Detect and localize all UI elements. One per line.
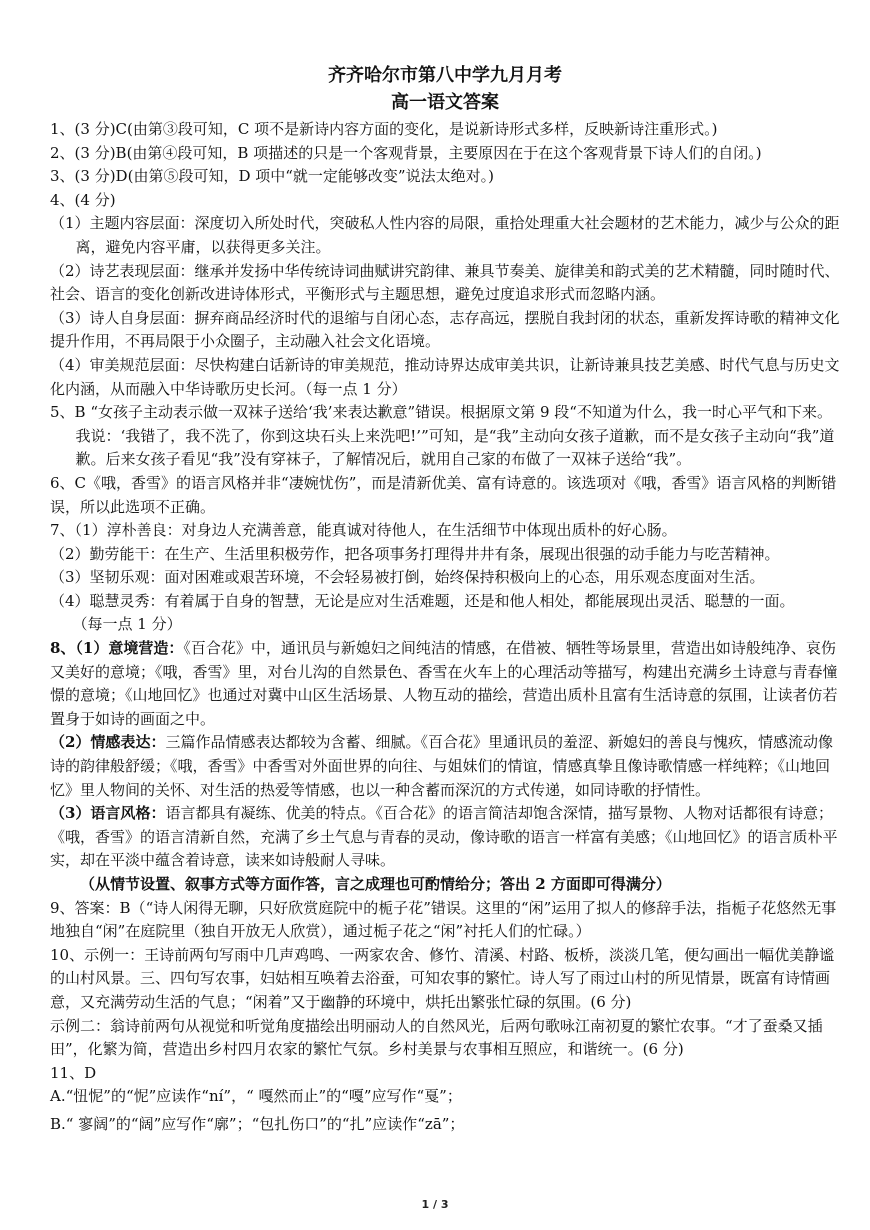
- answer-q8-point-1-heading: 8、（1）意境营造：: [50, 639, 184, 658]
- answer-q5: 5、B “女孩子主动表示做一双袜子送给‘我’来表达歉意”错误。根据原文第 9 段“不知道为什么，我一时心平气和下来。我说：‘我错了，我不洗了，你到这块石头上来洗吧!’”可知，是“我”主动向女孩子道歉，而不是女孩子主动向“我”道歉。后来女孩子看见“我”没有穿袜子，了解情况后，就用自己家的布做了一双袜子送给“我”。: [50, 403, 835, 469]
- answer-q4-point-4: （4）审美规范层面：尽快构建白话新诗的审美规范，推动诗界达成审美共识，让新诗兼具技艺美感、时代气息与历史文化内涵，从而融入中华诗歌历史长河。（每一点 1 分）: [50, 355, 840, 398]
- answer-q1: 1、(3 分)C(由第③段可知，C 项不是新诗内容方面的变化，是说新诗形式多样，反映新诗注重形式。): [50, 120, 718, 138]
- answer-q7-point-2: （2）勤劳能干：在生产、生活里积极劳作，把各项事务打理得井井有条，展现出很强的动手能力与吃苦精神。: [50, 544, 780, 563]
- answer-q4: 4、(4 分): [50, 190, 116, 209]
- answer-q6: 6、C《哦，香雪》的语言风格并非“凄婉忧伤”，而是清新优美、富有诗意的。该选项对《哦，香雪》语言风格的判断错误，所以此选项不正确。: [50, 473, 837, 516]
- answer-q4-point-3: （3）诗人自身层面：摒弃商品经济时代的退缩与自闭心态，志存高远，摆脱自我封闭的状态，重新发挥诗歌的精神文化提升作用，不再局限于小众圈子，主动融入社会文化语境。: [50, 308, 840, 351]
- answer-q10-example-2: 示例二：翁诗前两句从视觉和听觉角度描绘出明丽动人的自然风光，后两句歌咏江南初夏的繁忙农事。“才了蚕桑又插田”，化繁为简，营造出乡村四月农家的繁忙气氛。乡村美景与农事相互照应，和谐统一。(6 分): [50, 1016, 823, 1059]
- answer-q7-point-4: （4）聪慧灵秀：有着属于自身的智慧，无论是应对生活难题，还是和他人相处，都能展现出灵活、聪慧的一面。: [50, 591, 795, 610]
- answer-q8-point-2-heading: （2）情感表达：: [50, 733, 166, 752]
- answer-q4-point-2: （2）诗艺表现层面：继承并发扬中华传统诗词曲赋讲究韵律、兼具节奏美、旋律美和韵式美的艺术精髓，同时随时代、社会、语言的变化创新改进诗体形式，平衡形式与主题思想，避免过度追求形式而忽略内涵。: [50, 261, 840, 304]
- answer-q8-point-3: [50, 802, 840, 873]
- answer-q10-example-1: 10、示例一：王诗前两句写雨中几声鸡鸣、一两家农舍、修竹、清溪、村路、板桥，淡淡几笔，便勾画出一幅优美静谧的山村风景。三、四句写农事，妇姑相互唤着去浴蚕，可知农事的繁忙。诗人写了雨过山村的所见情景，既富有诗情画意，又充满劳动生活的气息；“闲着”又于幽静的环境中，烘托出繁张忙碌的氛围。(6 分): [50, 945, 835, 1011]
- answer-q8-point-2-body: 三篇作品情感表达都较为含蓄、细腻。《百合花》里通讯员的羞涩、新媳妇的善良与愧疚，情感流动像诗的韵律般舒缓；《哦，香雪》中香雪对外面世界的向往、与姐妹们的情谊，情感真挚且像诗歌情感一样纯粹；《山地回忆》里人物间的关怀、对生活的热爱等情感，也以一种含蓄而深沉的方式传递，如同诗歌的抒情性。: [50, 733, 833, 799]
- answer-q7-point-3: （3）坚韧乐观：面对困难或艰苦环境，不会轻易被打倒，始终保持积极向上的心态，用乐观态度面对生活。: [50, 568, 765, 587]
- answer-q8-note: （从情节设置、叙事方式等方面作答，言之成理也可酌情给分；答出 2 方面即可得满分）: [80, 875, 671, 893]
- answer-q3: 3、(3 分)D(由第⑤段可知，D 项中“就一定能够改变”说法太绝对。): [50, 167, 494, 186]
- answer-q7-note: （每一点 1 分）: [72, 615, 182, 634]
- page-title: 齐齐哈尔市第八中学九月月考: [328, 65, 562, 86]
- answer-q8-point-1-body: 《百合花》中，通讯员与新媳妇之间纯洁的情感，在借被、牺牲等场景里，营造出如诗般纯净、哀伤又美好的意境；《哦，香雪》里，对台儿沟的自然景色、香雪在火车上的心理活动等描写，构建出充满乡土诗意与青春憧憬的意境；《山地回忆》也通过对冀中山区生活场景、人物互动的描绘，营造出质朴且富有生活诗意的氛围，让读者仿若置身于如诗的画面之中。: [50, 639, 838, 728]
- page-number: 1 / 3: [421, 1198, 449, 1211]
- answer-q8-point-2: [50, 731, 840, 802]
- answer-q8-point-1: [50, 637, 840, 731]
- answer-q11-option-a: A.“忸怩”的“怩”应读作“ní”，“ 嘎然而止”的“嘎”应写作“戛”；: [50, 1087, 462, 1106]
- answer-q8-point-3-heading: （3）语言风格：: [50, 804, 166, 823]
- answer-q8-point-3-body: 语言都具有凝练、优美的特点。《百合花》的语言简洁却饱含深情，描写景物、人物对话都很有诗意；《哦，香雪》的语言清新自然，充满了乡土气息与青春的灵动，像诗歌的语言一样富有美感；《山地回忆》的语言质朴平实，却在平淡中蕴含着诗意，读来如诗般耐人寻味。: [50, 804, 838, 870]
- answer-q7-point-1: 7、（1）淳朴善良：对身边人充满善意，能真诚对待他人，在生活细节中体现出质朴的好心肠。: [50, 521, 677, 540]
- answer-q11: 11、D: [50, 1063, 97, 1082]
- answer-q9: 9、答案：B（“诗人闲得无聊，只好欣赏庭院中的栀子花”错误。这里的“闲”运用了拟人的修辞手法，指栀子花悠然无事地独自“闲”在庭院里（独自开放无人欣赏），通过栀子花之“闲”衬托人们的忙碌。）: [50, 898, 837, 941]
- answer-q2: 2、(3 分)B(由第④段可知，B 项描述的只是一个客观背景，主要原因在于在这个客观背景下诗人们的自闭。): [50, 143, 762, 162]
- answer-q4-point-1: （1）主题内容层面：深度切入所处时代，突破私人性内容的局限，重拾处理重大社会题材的艺术能力，减少与公众的距离，避免内容平庸，以获得更多关注。: [50, 214, 840, 256]
- page-subtitle: 高一语文答案: [391, 92, 499, 113]
- answer-q11-option-b: B.“ 寥阔”的“阔”应写作“廓”；“包扎伤口”的“扎”应读作“zā”；: [50, 1114, 465, 1133]
